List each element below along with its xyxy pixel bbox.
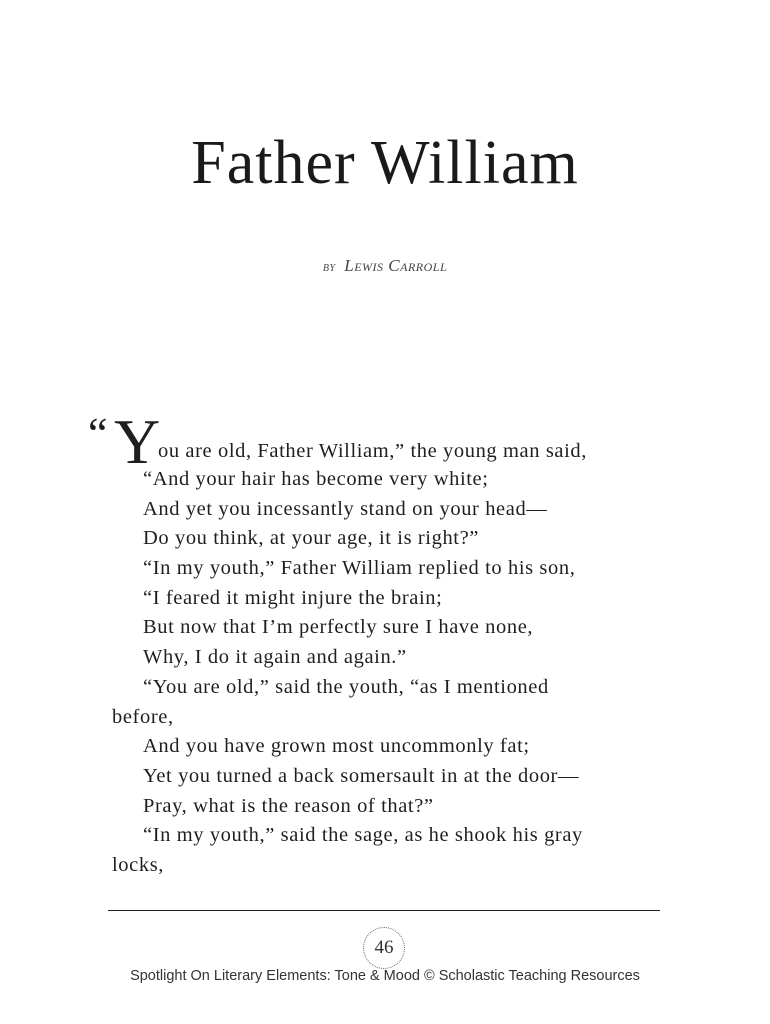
byline	[0, 256, 770, 276]
footer-rule	[108, 910, 660, 911]
opening-quote-mark: “	[88, 409, 109, 458]
poem-first-line	[88, 406, 688, 477]
poem-line-wrap: locks,	[112, 853, 164, 876]
poem-line: “You are old,” said the youth, “as I mentioned	[143, 675, 549, 698]
poem-line: And yet you incessantly stand on your head—	[143, 497, 548, 520]
poem-line-wrap: before,	[112, 705, 174, 728]
poem-title: Father William	[191, 129, 579, 197]
poem-line: “In my youth,” said the sage, as he shook his gray	[143, 824, 583, 847]
footer-credit: Spotlight On Literary Elements: Tone & Mood © Scholastic Teaching Resources	[130, 968, 640, 984]
poem-line: “In my youth,” Father William replied to his son,	[143, 557, 576, 580]
drop-cap: Y	[114, 406, 161, 477]
poem-line: “I feared it might injure the brain;	[143, 586, 443, 609]
poem-line: And you have grown most uncommonly fat;	[143, 735, 530, 758]
poem-line: “And your hair has become very white;	[143, 468, 489, 490]
first-line-text: ou are old, Father William,” the young man said,	[158, 440, 587, 462]
author-name: Lewis Carroll	[344, 256, 448, 275]
poem-line: Yet you turned a back somersault in at the door—	[143, 764, 580, 787]
page-number-badge: 46	[363, 927, 405, 969]
byline-prefix: by	[322, 260, 336, 275]
poem-body	[88, 406, 688, 881]
poem-line: But now that I’m perfectly sure I have none,	[143, 616, 534, 639]
poem-line: Do you think, at your age, it is right?”	[143, 527, 479, 550]
poem-line: Pray, what is the reason of that?”	[143, 794, 434, 817]
poem-line: Why, I do it again and again.”	[143, 646, 407, 669]
